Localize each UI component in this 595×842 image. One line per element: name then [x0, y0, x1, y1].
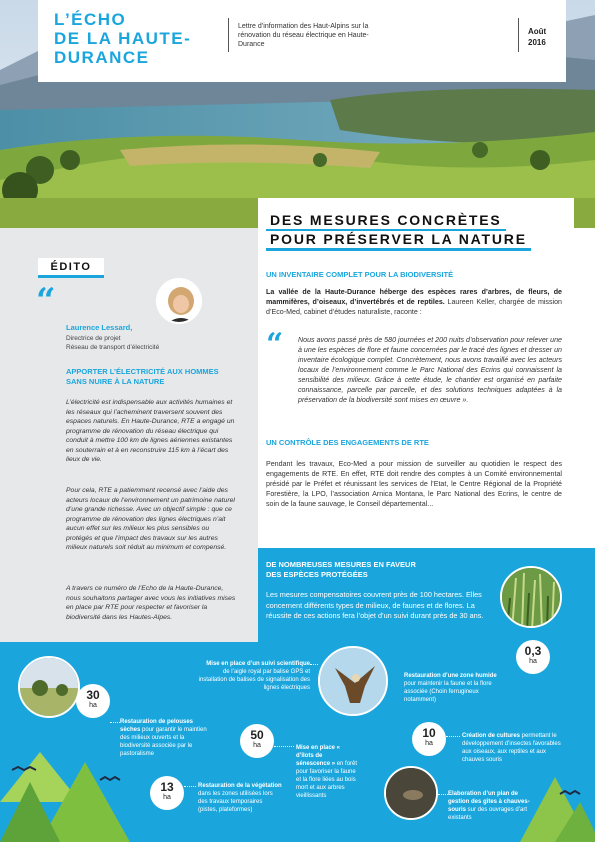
connector-line [438, 794, 448, 795]
stat-badge [150, 776, 184, 810]
connector-line [184, 786, 196, 787]
edito-paragraph: Pour cela, RTE a patiemment recensé avec l’aide des acteurs locaux de l’environnement un patrimoine naturel d’une grande richesse. Avec un objectif simple : que ce programme de rénovation des lignes électriques n’ait aucun effet sur les milieux les plus sensibles ou protégés et que l’impact des travaux sur les autres milieux naturels soit réduit au minimum et compensé. [66, 487, 235, 551]
edito-tab-label: ÉDITO [50, 261, 92, 273]
measures-heading-line: DE NOMBREUSES MESURES EN FAVEUR [266, 560, 416, 569]
title-line-2: DE LA HAUTE- [54, 29, 192, 48]
stat-label-rest: pour garantir le maintien des milieux ouverts et la biodiversité associée par le pastoralisme [120, 727, 207, 757]
stat-value: 0,3 [524, 644, 542, 658]
stat-unit: ha [529, 658, 537, 665]
stat-unit: ha [89, 702, 97, 709]
measures-text: Les mesures compensatoires couvrent près de 100 hectares. Elles concernent différents types de milieux, de faunes et de flores. La réussite de ces actions fera l’objet d’un suivi durant près de 30 ans. [266, 590, 484, 620]
connector-line [446, 736, 460, 737]
stat-label-bold: Restauration de pelouses sèches [120, 719, 194, 733]
stat-badge [516, 640, 550, 674]
edito-column [0, 228, 258, 642]
stat-label [462, 732, 562, 764]
bat-photo [384, 766, 438, 820]
section-control [266, 438, 562, 509]
section-title: UN INVENTAIRE COMPLET POUR LA BIODIVERSITÉ [266, 270, 454, 279]
section-intro-bold: La vallée de la Haute-Durance héberge des espèces rares d’arbres, de fleurs, de mammifères, d’oiseaux, d’invertébrés et de reptiles. [266, 288, 562, 306]
section-inventory [266, 270, 562, 317]
stat-label-rest: dans les zones utilisées lors des travaux temporaires (pistes, plateformes) [198, 791, 273, 813]
main-headline [258, 198, 574, 254]
stat-label [120, 718, 212, 758]
issue-date [518, 0, 566, 82]
connector-line [110, 722, 120, 723]
stat-unit: ha [425, 740, 433, 747]
stat-label-bold: Création de cultures [462, 733, 521, 739]
stat-label-rest: pour maintenir la faune et la flore associée (Choin ferrugineux notamment) [404, 681, 492, 703]
wetland-grass-photo [500, 566, 562, 628]
divider [228, 18, 229, 52]
avatar [156, 278, 202, 324]
quote-text: Nous avons passé près de 580 journées et 200 nuits d’observation pour relever une à une les espèces de flore et faune concernées par le tracé des lignes et dresser un inventaire écologique complet. Concrètement, nous avons travaillé avec les acteurs locaux de l’environnement comme le Parc National des Ecrins qui connaissent la sensibilité des milieux. Grâce à cette étude, le chantier est organisé en parfaite connaissance, parcelle par parcelle, et des solutions techniques adaptées à la préservation de la biodiversité sont mises en œuvre ». [298, 336, 562, 404]
stat-label [296, 744, 358, 800]
measures-heading-line: DES ESPÈCES PROTÉGÉES [266, 570, 368, 579]
bats-label-bold: Elaboration d’un plan de gestion des gîtes à chauves-souris [448, 791, 530, 813]
issue-year: 2016 [528, 38, 546, 47]
stat-label [404, 672, 506, 704]
issue-month: Août [528, 27, 547, 36]
section-text: Pendant les travaux, Eco-Med a pour mission de surveiller au quotidien le respect des engagements de RTE. En effet, RTE doit rendre des comptes à un Comité environnemental présidé par le Préfet et réunissant les services de l’Etat, le Centre Régional de la Propriété Forestière, la LPO, l’association Arnica Montana, le Parc National des Ecrins, le centre de soin de la faune sauvage, le Conseil départemental... [266, 460, 562, 508]
headline-line-2: POUR PRÉSERVER LA NATURE [266, 231, 531, 251]
stat-label-bold: Restauration de la végétation [198, 783, 282, 789]
stat-label [198, 782, 282, 814]
author-name: Laurence Lessard, [66, 323, 133, 332]
gps-label-rest: de l’aigle royal par balise GPS et installation de balises de signalisation des lignes électriques [198, 669, 310, 691]
quote-icon: “ [266, 327, 284, 362]
stat-value: 13 [160, 780, 174, 794]
edito-paragraph: L’électricité est indispensable aux activités humaines et les réseaux qui l’acheminent traversent souvent des espaces naturels. En Haute-Durance, RTE a engagé un programme de rénovation du réseau électrique qui conduit à mettre 100 km de lignes aériennes existantes en souterrain et à en reconstruire 115 km à l’écart des lieux de vie. [66, 399, 235, 463]
connector-line [310, 664, 318, 665]
author-role [66, 334, 226, 352]
stat-unit: ha [253, 742, 261, 749]
stat-label-bold: Mise en place « d’îlots de sénescence » [296, 745, 341, 767]
newsletter-subtitle-box [228, 0, 518, 82]
title-line-1: L’ÉCHO [54, 10, 127, 29]
author-role-line: Directrice de projet [66, 335, 121, 342]
stat-value: 10 [422, 726, 436, 740]
edito-tab [38, 258, 104, 278]
stat-value: 50 [250, 728, 264, 742]
stat-label-rest: permettant le développement d’insectes favorables aux oiseaux, aux reptiles et aux chauves souris [462, 733, 561, 763]
divider [518, 18, 519, 52]
bats-plan-label [448, 790, 540, 822]
stat-unit: ha [163, 794, 171, 801]
edito-paragraph: A travers ce numéro de l’Echo de la Haute-Durance, nous souhaitons partager avec vous les initiatives mises en place par RTE pour respecter et favoriser la biodiversité dans les Hautes-Alpes. [66, 585, 236, 621]
stat-badge [412, 722, 446, 756]
connector-line [274, 746, 294, 747]
quote-icon: “ [36, 281, 56, 321]
section-intro [266, 287, 562, 317]
stat-badge [240, 724, 274, 758]
stat-value: 30 [86, 688, 100, 702]
section-intro-rest: Laureen Keller, chargée de mission d’Eco-Med, cabinet d’études naturaliste, raconte : [266, 298, 562, 316]
edito-heading: APPORTER L’ÉLECTRICITÉ AUX HOMMES SANS NUIRE À LA NATURE [66, 367, 219, 386]
author-role-line: Réseau de transport d’électricité [66, 344, 160, 351]
stat-label-rest: en forêt pour favoriser la faune et la flore liées au bois mort et aux arbres vieillissants [296, 761, 358, 799]
newsletter-subtitle: Lettre d’information des Haut-Alpins sur la rénovation du réseau électrique en Haute-Durance [238, 23, 369, 48]
headline-line-1: DES MESURES CONCRÈTES [266, 212, 506, 232]
stat-badge [76, 684, 110, 718]
bats-label-rest: sur des ouvrages d’art existants [448, 807, 528, 821]
measures-heading [266, 560, 466, 580]
title-line-3: DURANCE [54, 48, 150, 67]
stat-label-bold: Restauration d’une zone humide [404, 673, 497, 679]
newsletter-title [38, 0, 228, 82]
dry-meadow-photo [18, 656, 80, 718]
section-title: UN CONTRÔLE DES ENGAGEMENTS DE RTE [266, 438, 429, 447]
gps-monitoring-label [198, 660, 310, 692]
section-quote [298, 335, 562, 405]
gps-label-bold: Mise en place d’un suivi scientifique [206, 661, 310, 667]
golden-eagle-photo [318, 646, 388, 716]
